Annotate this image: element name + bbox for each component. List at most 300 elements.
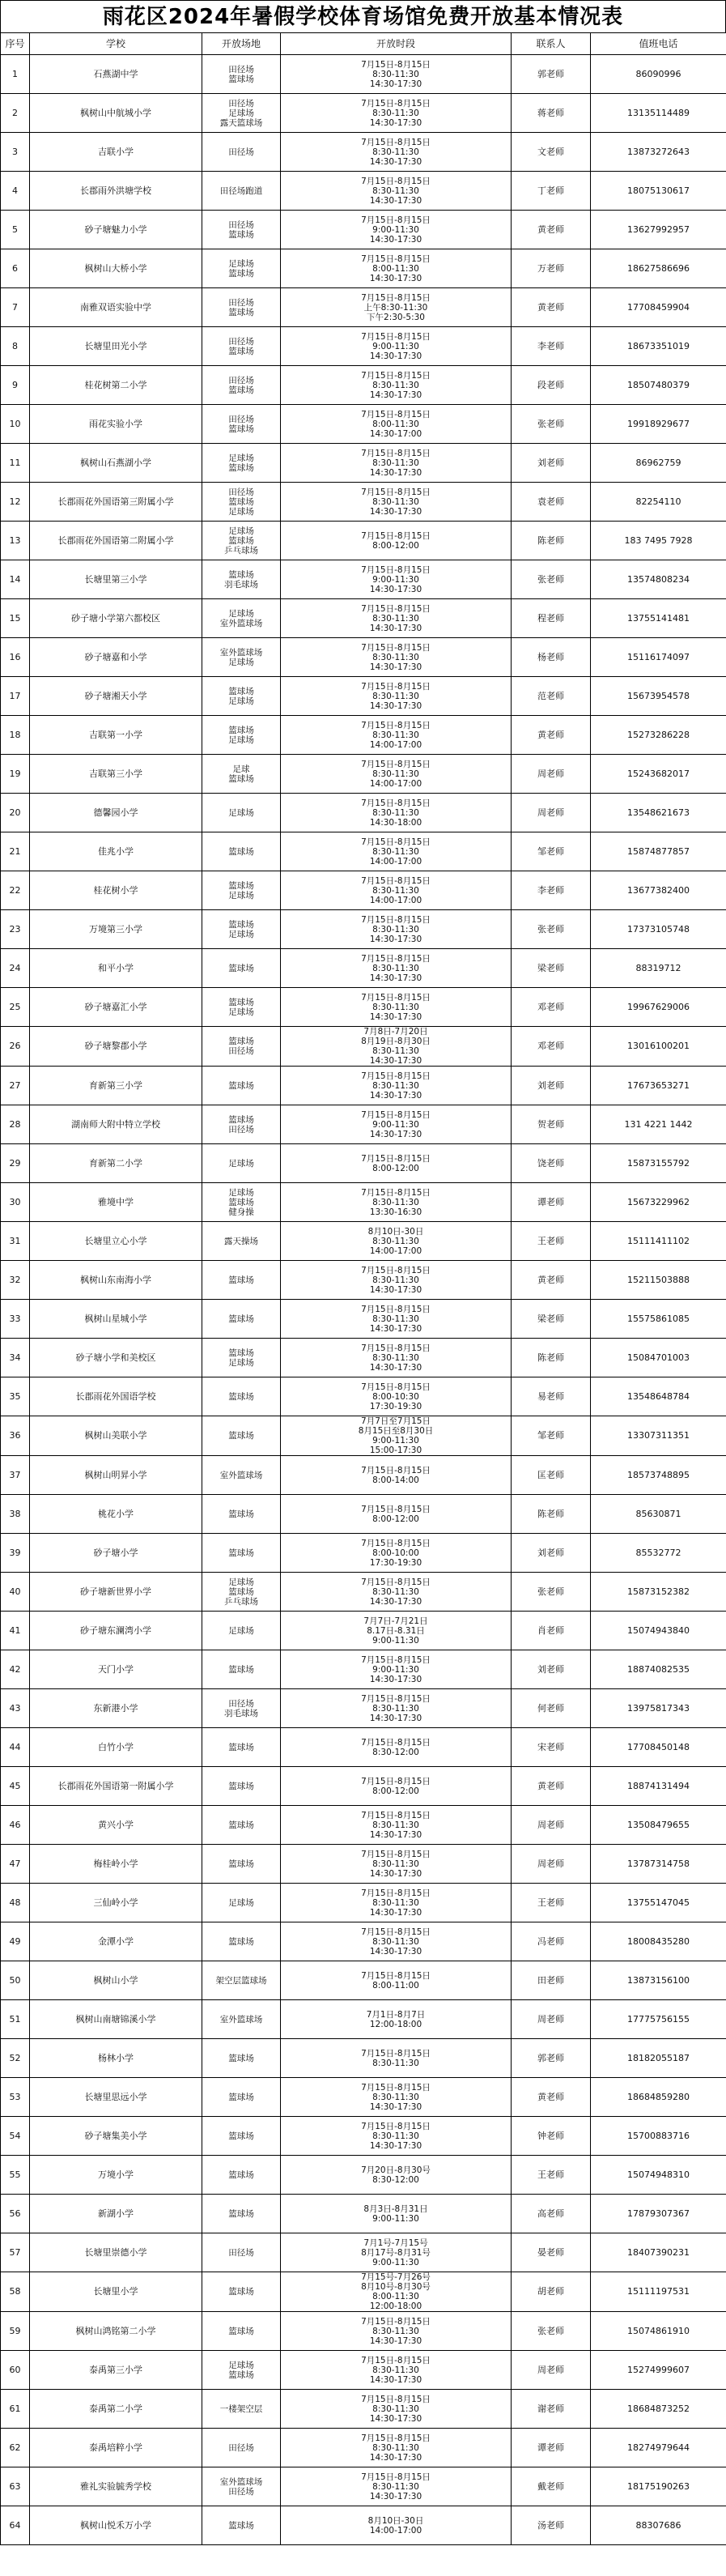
- table-row: [1, 2195, 726, 2233]
- cell-phone: 18684859280: [591, 2078, 726, 2117]
- cell-phone: 15873152382: [591, 1573, 726, 1612]
- cell-no: 5: [1, 211, 30, 249]
- cell-venue: 篮球场: [202, 1845, 281, 1884]
- cell-contact: 黄老师: [512, 1261, 591, 1300]
- cell-contact: 邓老师: [512, 988, 591, 1027]
- cell-no: 31: [1, 1222, 30, 1261]
- cell-venue: 足球场 篮球场: [202, 444, 281, 483]
- cell-no: 13: [1, 522, 30, 560]
- cell-school: 砂子塘东澜湾小学: [30, 1612, 202, 1650]
- cell-no: 30: [1, 1183, 30, 1222]
- cell-venue: 足球场: [202, 1612, 281, 1650]
- cell-contact: 梁老师: [512, 949, 591, 988]
- cell-school: 白竹小学: [30, 1728, 202, 1767]
- cell-contact: 谢老师: [512, 2390, 591, 2429]
- cell-phone: 18573748895: [591, 1456, 726, 1495]
- cell-contact: 黄老师: [512, 211, 591, 249]
- cell-school: 长塘里崇德小学: [30, 2233, 202, 2272]
- header-venue: 开放场地: [202, 33, 281, 55]
- cell-hours: 7月15日-8月15日 8:30-11:30 14:30-17:30: [281, 1922, 512, 1961]
- cell-contact: 范老师: [512, 677, 591, 716]
- cell-phone: 13755141481: [591, 599, 726, 638]
- cell-school: 万境小学: [30, 2156, 202, 2195]
- table-row: [1, 366, 726, 405]
- cell-school: 枫树山鸿铭第二小学: [30, 2312, 202, 2351]
- cell-phone: 85532772: [591, 1534, 726, 1573]
- cell-school: 砂子塘嘉汇小学: [30, 988, 202, 1027]
- cell-phone: 18874082535: [591, 1650, 726, 1689]
- cell-hours: 7月15日-8月15日 8:30-11:30 14:30-17:30: [281, 1573, 512, 1612]
- cell-contact: 周老师: [512, 1845, 591, 1884]
- cell-no: 24: [1, 949, 30, 988]
- table-row: [1, 2351, 726, 2390]
- cell-venue: 田径场: [202, 2429, 281, 2467]
- cell-hours: 7月15日-8月15日 8:00-11:30 14:30-17:00: [281, 405, 512, 444]
- cell-contact: 邹老师: [512, 1416, 591, 1456]
- table-row: [1, 55, 726, 94]
- cell-hours: 7月15日-8月15日 8:00-12:00: [281, 1767, 512, 1806]
- cell-school: 枫树山明昇小学: [30, 1456, 202, 1495]
- cell-school: 枫树山悦禾万小学: [30, 2506, 202, 2545]
- cell-contact: 黄老师: [512, 716, 591, 755]
- cell-phone: 131 4221 1442: [591, 1105, 726, 1144]
- cell-school: 长郡雨花外国语第一附属小学: [30, 1767, 202, 1806]
- table-row: [1, 2000, 726, 2039]
- cell-no: 58: [1, 2272, 30, 2312]
- cell-contact: 贺老师: [512, 1105, 591, 1144]
- cell-venue: 足球 篮球场: [202, 755, 281, 794]
- cell-no: 1: [1, 55, 30, 94]
- cell-school: 雨花实验小学: [30, 405, 202, 444]
- cell-venue: 篮球场: [202, 1806, 281, 1845]
- cell-hours: 7月15日-8月15日 8:30-11:30 14:30-17:30: [281, 1261, 512, 1300]
- cell-school: 育新第三小学: [30, 1067, 202, 1105]
- cell-phone: 13787314758: [591, 1845, 726, 1884]
- cell-no: 52: [1, 2039, 30, 2078]
- cell-venue: 篮球场 羽毛球场: [202, 560, 281, 599]
- cell-hours: 7月15日-8月15日 8:30-11:30 14:30-17:30: [281, 2351, 512, 2390]
- cell-school: 杨林小学: [30, 2039, 202, 2078]
- cell-no: 60: [1, 2351, 30, 2390]
- cell-phone: 18008435280: [591, 1922, 726, 1961]
- cell-hours: 8月10日-30日 8:30-11:30 14:00-17:00: [281, 1222, 512, 1261]
- cell-hours: 7月15日-8月15日 9:00-11:30 14:30-17:30: [281, 327, 512, 366]
- cell-school: 梅桂岭小学: [30, 1845, 202, 1884]
- cell-phone: 18075130617: [591, 172, 726, 211]
- table-row: [1, 483, 726, 522]
- cell-contact: 李老师: [512, 871, 591, 910]
- cell-venue: 田径场 篮球场: [202, 405, 281, 444]
- header-hours: 开放时段: [281, 33, 512, 55]
- cell-contact: 邹老师: [512, 832, 591, 871]
- table-row: [1, 832, 726, 871]
- cell-venue: 足球场: [202, 1884, 281, 1922]
- table-row: [1, 2467, 726, 2506]
- cell-phone: 88319712: [591, 949, 726, 988]
- cell-no: 9: [1, 366, 30, 405]
- table-row: [1, 2233, 726, 2272]
- table-row: [1, 211, 726, 249]
- cell-phone: 15873155792: [591, 1144, 726, 1183]
- table-row: [1, 2506, 726, 2545]
- cell-venue: 田径场: [202, 2233, 281, 2272]
- cell-hours: 7月15日-8月15日 9:00-11:30 14:30-17:30: [281, 1105, 512, 1144]
- cell-school: 湖南师大附中特立学校: [30, 1105, 202, 1144]
- cell-phone: 18673351019: [591, 327, 726, 366]
- cell-venue: 篮球场: [202, 1377, 281, 1416]
- table-row: [1, 327, 726, 366]
- cell-hours: 7月15日-8月15日 8:30-11:30 14:30-17:30: [281, 444, 512, 483]
- cell-hours: 8月10日-30日 14:00-17:00: [281, 2506, 512, 2545]
- cell-contact: 高老师: [512, 2195, 591, 2233]
- cell-phone: 86090996: [591, 55, 726, 94]
- cell-school: 石燕湖中学: [30, 55, 202, 94]
- cell-phone: 13627992957: [591, 211, 726, 249]
- cell-phone: 17775756155: [591, 2000, 726, 2039]
- cell-hours: 7月15日-8月15日 上午8:30-11:30 下午2:30-5:30: [281, 288, 512, 327]
- cell-phone: 15673954578: [591, 677, 726, 716]
- cell-school: 雅境中学: [30, 1183, 202, 1222]
- cell-venue: 篮球场: [202, 2506, 281, 2545]
- table-row: [1, 638, 726, 677]
- table-row: [1, 1261, 726, 1300]
- cell-school: 长郡雨外洪塘学校: [30, 172, 202, 211]
- cell-contact: 易老师: [512, 1377, 591, 1416]
- cell-phone: 18274979644: [591, 2429, 726, 2467]
- cell-venue: 田径场 篮球场: [202, 327, 281, 366]
- cell-phone: 15575861085: [591, 1300, 726, 1339]
- cell-phone: 15273286228: [591, 716, 726, 755]
- header-no: 序号: [1, 33, 30, 55]
- cell-venue: 篮球场 足球场: [202, 910, 281, 949]
- table-row: [1, 444, 726, 483]
- venue-table: [0, 32, 726, 2545]
- cell-venue: 篮球场: [202, 832, 281, 871]
- cell-hours: 7月15日-8月15日 9:00-11:30 14:30-17:30: [281, 211, 512, 249]
- cell-phone: 13975817343: [591, 1689, 726, 1728]
- cell-venue: 田径场 足球场 露天篮球场: [202, 94, 281, 133]
- table-row: [1, 1845, 726, 1884]
- table-row: [1, 1884, 726, 1922]
- cell-phone: 13307311351: [591, 1416, 726, 1456]
- cell-school: 长郡雨花外国语学校: [30, 1377, 202, 1416]
- cell-no: 63: [1, 2467, 30, 2506]
- cell-phone: 18407390231: [591, 2233, 726, 2272]
- cell-contact: 袁老师: [512, 483, 591, 522]
- cell-no: 18: [1, 716, 30, 755]
- cell-school: 枫树山中航城小学: [30, 94, 202, 133]
- cell-contact: 王老师: [512, 1222, 591, 1261]
- table-row: [1, 1027, 726, 1067]
- cell-school: 砂子塘小学: [30, 1534, 202, 1573]
- cell-school: 枫树山东南海小学: [30, 1261, 202, 1300]
- cell-hours: 7月15日-8月15日 8:30-11:30 14:30-18:00: [281, 794, 512, 832]
- cell-venue: 篮球场: [202, 2117, 281, 2156]
- cell-phone: 18627586696: [591, 249, 726, 288]
- cell-school: 三仙岭小学: [30, 1884, 202, 1922]
- table-row: [1, 1300, 726, 1339]
- table-row: [1, 1767, 726, 1806]
- cell-school: 枫树山美联小学: [30, 1416, 202, 1456]
- cell-school: 泰禹第二小学: [30, 2390, 202, 2429]
- cell-hours: 7月15日-8月15日 8:30-11:30 14:30-17:30: [281, 94, 512, 133]
- cell-school: 长郡雨花外国语第二附属小学: [30, 522, 202, 560]
- cell-school: 泰禹培粹小学: [30, 2429, 202, 2467]
- cell-hours: 7月15日-8月15日 8:30-11:30 14:30-17:30: [281, 988, 512, 1027]
- cell-venue: 田径场 篮球场: [202, 288, 281, 327]
- cell-school: 长塘里思远小学: [30, 2078, 202, 2117]
- cell-hours: 7月15日-8月15日 8:30-11:30 14:30-17:30: [281, 1845, 512, 1884]
- cell-phone: 13677382400: [591, 871, 726, 910]
- cell-hours: 7月15日-8月15日 8:30-11:30 14:30-17:30: [281, 910, 512, 949]
- table-row: [1, 288, 726, 327]
- table-row: [1, 1689, 726, 1728]
- table-row: [1, 249, 726, 288]
- cell-contact: 匡老师: [512, 1456, 591, 1495]
- cell-no: 39: [1, 1534, 30, 1573]
- cell-contact: 刘老师: [512, 1534, 591, 1573]
- cell-phone: 15111411102: [591, 1222, 726, 1261]
- cell-no: 56: [1, 2195, 30, 2233]
- cell-hours: 7月15日-8月15日 8:00-11:00: [281, 1961, 512, 2000]
- cell-no: 19: [1, 755, 30, 794]
- cell-venue: 田径场 篮球场: [202, 211, 281, 249]
- cell-school: 枫树山小学: [30, 1961, 202, 2000]
- cell-contact: 周老师: [512, 2351, 591, 2390]
- cell-no: 57: [1, 2233, 30, 2272]
- cell-no: 62: [1, 2429, 30, 2467]
- cell-hours: 7月15日-8月15日 8:30-11:30 14:30-17:30: [281, 2078, 512, 2117]
- cell-school: 枫树山大桥小学: [30, 249, 202, 288]
- cell-contact: 张老师: [512, 560, 591, 599]
- cell-school: 枫树山星城小学: [30, 1300, 202, 1339]
- table-row: [1, 677, 726, 716]
- cell-hours: 7月15日-8月15日 8:30-11:30 14:30-17:30: [281, 638, 512, 677]
- table-row: [1, 1573, 726, 1612]
- cell-venue: 篮球场: [202, 1300, 281, 1339]
- cell-no: 33: [1, 1300, 30, 1339]
- cell-phone: 15673229962: [591, 1183, 726, 1222]
- cell-hours: 7月1号-7月15号 8月17号-8月31号 9:00-11:30: [281, 2233, 512, 2272]
- cell-venue: 室外篮球场: [202, 2000, 281, 2039]
- cell-no: 54: [1, 2117, 30, 2156]
- cell-no: 4: [1, 172, 30, 211]
- cell-school: 砂子塘集美小学: [30, 2117, 202, 2156]
- cell-phone: 18175190263: [591, 2467, 726, 2506]
- cell-contact: 陈老师: [512, 1495, 591, 1534]
- table-row: [1, 988, 726, 1027]
- cell-contact: 郭老师: [512, 2039, 591, 2078]
- cell-phone: 15074948310: [591, 2156, 726, 2195]
- table-row: [1, 794, 726, 832]
- cell-school: 吉联小学: [30, 133, 202, 172]
- cell-hours: 7月15日-8月15日 8:30-11:30 14:30-17:30: [281, 2467, 512, 2506]
- cell-no: 45: [1, 1767, 30, 1806]
- cell-venue: 篮球场: [202, 1767, 281, 1806]
- cell-no: 42: [1, 1650, 30, 1689]
- cell-school: 砂子塘嘉和小学: [30, 638, 202, 677]
- table-row: [1, 2117, 726, 2156]
- cell-venue: 篮球场 田径场: [202, 1105, 281, 1144]
- cell-no: 27: [1, 1067, 30, 1105]
- table-row: [1, 133, 726, 172]
- cell-venue: 田径场跑道: [202, 172, 281, 211]
- cell-no: 46: [1, 1806, 30, 1845]
- cell-phone: 17673653271: [591, 1067, 726, 1105]
- cell-venue: 一楼架空层: [202, 2390, 281, 2429]
- cell-phone: 18874131494: [591, 1767, 726, 1806]
- cell-phone: 86962759: [591, 444, 726, 483]
- cell-no: 28: [1, 1105, 30, 1144]
- cell-contact: 冯老师: [512, 1922, 591, 1961]
- cell-phone: 19967629006: [591, 988, 726, 1027]
- cell-phone: 18507480379: [591, 366, 726, 405]
- cell-hours: 7月15日-8月15日 8:30-11:30 14:30-17:30: [281, 2390, 512, 2429]
- cell-venue: 篮球场 足球场: [202, 871, 281, 910]
- cell-hours: 8月3日-8月31日 9:00-11:30: [281, 2195, 512, 2233]
- cell-no: 35: [1, 1377, 30, 1416]
- cell-no: 40: [1, 1573, 30, 1612]
- cell-venue: 足球场 篮球场 健身操: [202, 1183, 281, 1222]
- cell-no: 23: [1, 910, 30, 949]
- cell-hours: 7月15日-8月15日 8:30-11:30 14:00-17:00: [281, 832, 512, 871]
- cell-contact: 刘老师: [512, 1067, 591, 1105]
- cell-venue: 田径场 篮球场: [202, 55, 281, 94]
- cell-venue: 足球场 篮球场 乒乓球场: [202, 522, 281, 560]
- cell-phone: 17708450148: [591, 1728, 726, 1767]
- cell-venue: 篮球场: [202, 949, 281, 988]
- cell-contact: 张老师: [512, 405, 591, 444]
- cell-school: 金潭小学: [30, 1922, 202, 1961]
- cell-hours: 7月15日-8月15日 8:30-11:30 13:30-16:30: [281, 1183, 512, 1222]
- table-row: [1, 1534, 726, 1573]
- table-row: [1, 2312, 726, 2351]
- cell-phone: 15211503888: [591, 1261, 726, 1300]
- cell-contact: 张老师: [512, 910, 591, 949]
- cell-venue: 室外篮球场: [202, 1456, 281, 1495]
- cell-school: 桂花树小学: [30, 871, 202, 910]
- cell-hours: 7月15日-8月15日 8:30-11:30 14:30-17:30: [281, 1339, 512, 1377]
- cell-contact: 梁老师: [512, 1300, 591, 1339]
- cell-no: 53: [1, 2078, 30, 2117]
- cell-phone: 17373105748: [591, 910, 726, 949]
- cell-school: 长塘里立心小学: [30, 1222, 202, 1261]
- cell-venue: 篮球场: [202, 1067, 281, 1105]
- cell-school: 桂花树第二小学: [30, 366, 202, 405]
- cell-no: 2: [1, 94, 30, 133]
- cell-hours: 7月15日-8月15日 8:30-11:30 14:30-17:30: [281, 2312, 512, 2351]
- table-row: [1, 1339, 726, 1377]
- cell-contact: 蒋老师: [512, 94, 591, 133]
- cell-hours: 7月7日至7月15日 8月15日至8月30日 9:00-11:30 15:00-17:30: [281, 1416, 512, 1456]
- cell-hours: 7月15日-8月15日 9:00-11:30 14:30-17:30: [281, 1650, 512, 1689]
- table-row: [1, 716, 726, 755]
- cell-venue: 足球场 篮球场 乒乓球场: [202, 1573, 281, 1612]
- cell-no: 44: [1, 1728, 30, 1767]
- table-row: [1, 871, 726, 910]
- cell-school: 东新港小学: [30, 1689, 202, 1728]
- cell-venue: 篮球场 田径场: [202, 1027, 281, 1067]
- cell-hours: 7月15日-8月15日 8:30-11:30 14:30-17:30: [281, 599, 512, 638]
- cell-no: 16: [1, 638, 30, 677]
- cell-venue: 篮球场: [202, 1922, 281, 1961]
- cell-venue: 田径场: [202, 133, 281, 172]
- cell-hours: 7月15号-7月26号 8月10号-8月30号 8:00-11:30 12:00-18:00: [281, 2272, 512, 2312]
- table-row: [1, 2272, 726, 2312]
- cell-no: 29: [1, 1144, 30, 1183]
- cell-contact: 谭老师: [512, 2429, 591, 2467]
- cell-no: 7: [1, 288, 30, 327]
- cell-phone: 17879307367: [591, 2195, 726, 2233]
- cell-hours: 7月15日-8月15日 8:30-11:30 14:30-17:30: [281, 483, 512, 522]
- cell-phone: 13548621673: [591, 794, 726, 832]
- cell-school: 和平小学: [30, 949, 202, 988]
- table-row: [1, 1067, 726, 1105]
- cell-school: 吉联第一小学: [30, 716, 202, 755]
- cell-hours: 7月15日-8月15日 8:30-11:30 14:30-17:30: [281, 55, 512, 94]
- table-row: [1, 1650, 726, 1689]
- table-row: [1, 2039, 726, 2078]
- cell-contact: 田老师: [512, 1961, 591, 2000]
- cell-contact: 宋老师: [512, 1728, 591, 1767]
- cell-hours: 7月1日-8月7日 12:00-18:00: [281, 2000, 512, 2039]
- cell-hours: 7月15日-8月15日 8:30-11:30 14:30-17:30: [281, 1689, 512, 1728]
- cell-venue: 田径场 篮球场 足球场: [202, 483, 281, 522]
- cell-hours: 7月15日-8月15日 8:30-11:30 14:00-17:00: [281, 716, 512, 755]
- cell-phone: 15074943840: [591, 1612, 726, 1650]
- cell-venue: 室外篮球场 田径场: [202, 2467, 281, 2506]
- cell-phone: 88307686: [591, 2506, 726, 2545]
- cell-contact: 陈老师: [512, 522, 591, 560]
- cell-hours: 7月15日-8月15日 8:00-12:00: [281, 1144, 512, 1183]
- cell-no: 51: [1, 2000, 30, 2039]
- cell-contact: 晏老师: [512, 2233, 591, 2272]
- cell-venue: 篮球场 足球场: [202, 716, 281, 755]
- cell-venue: 露天操场: [202, 1222, 281, 1261]
- cell-hours: 7月15日-8月15日 8:30-11:30 14:30-17:30: [281, 133, 512, 172]
- cell-no: 20: [1, 794, 30, 832]
- cell-phone: 13548648784: [591, 1377, 726, 1416]
- table-row: [1, 1922, 726, 1961]
- table-header-row: [1, 33, 726, 55]
- cell-venue: 足球场 篮球场: [202, 2351, 281, 2390]
- cell-contact: 黄老师: [512, 288, 591, 327]
- cell-no: 36: [1, 1416, 30, 1456]
- header-phone: 值班电话: [591, 33, 726, 55]
- cell-venue: 篮球场: [202, 1650, 281, 1689]
- table-row: [1, 755, 726, 794]
- cell-hours: 7月15日-8月15日 8:30-11:30 14:30-17:30: [281, 677, 512, 716]
- cell-contact: 饶老师: [512, 1144, 591, 1183]
- table-row: [1, 1222, 726, 1261]
- cell-no: 25: [1, 988, 30, 1027]
- cell-no: 43: [1, 1689, 30, 1728]
- cell-venue: 室外篮球场 足球场: [202, 638, 281, 677]
- cell-contact: 文老师: [512, 133, 591, 172]
- cell-phone: 13755147045: [591, 1884, 726, 1922]
- header-contact: 联系人: [512, 33, 591, 55]
- table-row: [1, 949, 726, 988]
- table-row: [1, 2390, 726, 2429]
- cell-contact: 邓老师: [512, 1027, 591, 1067]
- cell-no: 49: [1, 1922, 30, 1961]
- cell-venue: 篮球场 足球场: [202, 988, 281, 1027]
- cell-contact: 钟老师: [512, 2117, 591, 2156]
- cell-school: 砂子塘小学第六都校区: [30, 599, 202, 638]
- cell-school: 雅礼实验毓秀学校: [30, 2467, 202, 2506]
- cell-phone: 82254110: [591, 483, 726, 522]
- cell-venue: 篮球场: [202, 1416, 281, 1456]
